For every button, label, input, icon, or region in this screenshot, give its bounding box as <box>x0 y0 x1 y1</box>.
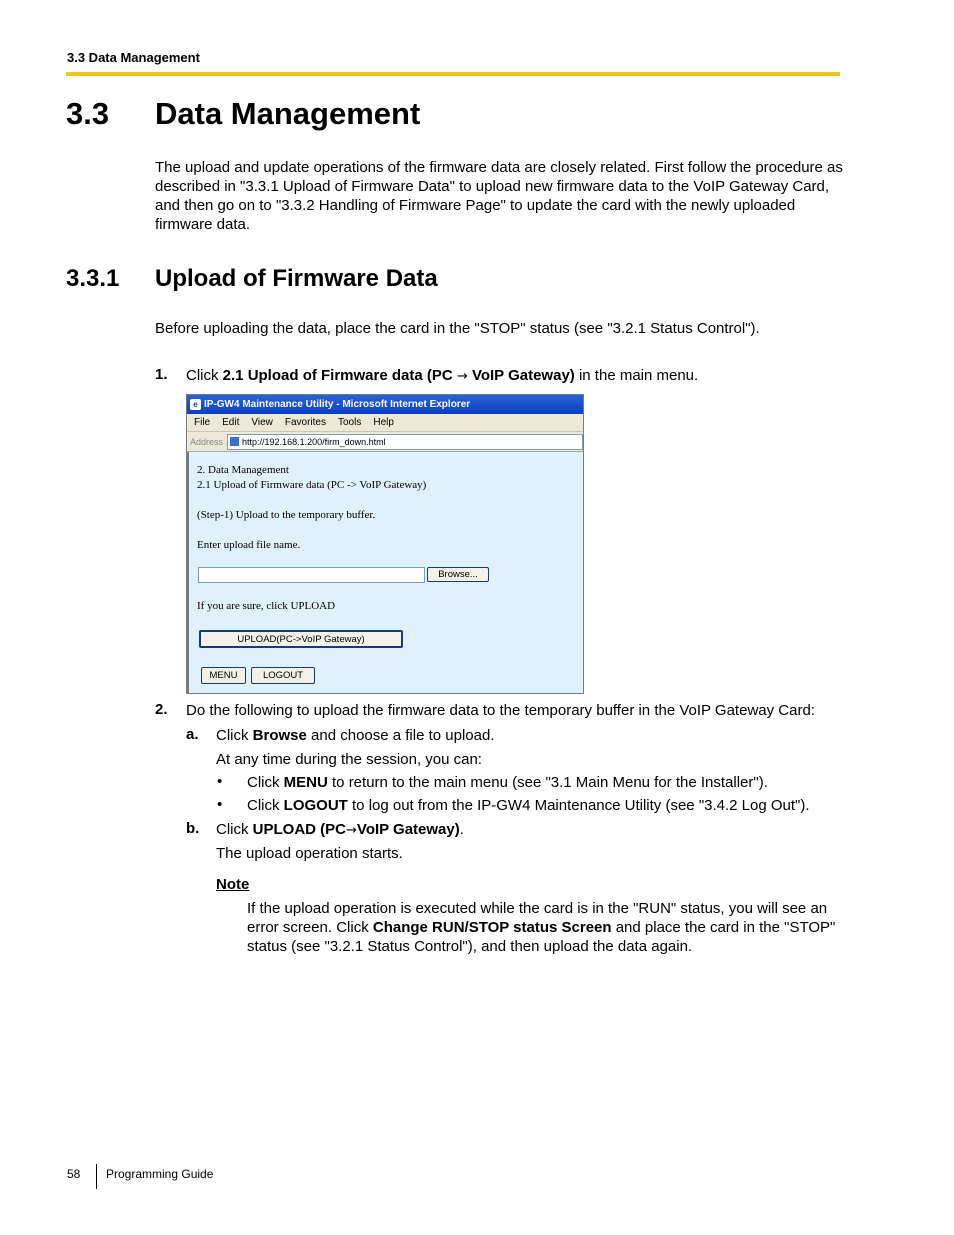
section-heading <box>66 96 420 132</box>
before-paragraph: Before uploading the data, place the card in the "STOP" status (see "3.2.1 Status Control"). <box>155 320 760 337</box>
step-1-bold1: 2.1 Upload of Firmware data (PC <box>222 367 457 384</box>
note-label: Note <box>216 876 250 893</box>
bullet-1-bold: MENU <box>283 774 328 791</box>
note-bold: Change RUN/STOP status Screen <box>372 919 612 936</box>
bullet-2-bold: LOGOUT <box>283 797 348 814</box>
section-number: 3.3 <box>66 96 110 131</box>
menu-help[interactable]: Help <box>373 417 394 428</box>
step-1-post: in the main menu. <box>574 367 699 384</box>
footer-divider <box>96 1164 97 1189</box>
bullet-1-text <box>247 773 847 792</box>
footer-title: Programming Guide <box>106 1167 214 1181</box>
menu-button[interactable]: MENU <box>201 667 246 684</box>
subsection-title: Upload of Firmware Data <box>155 265 438 292</box>
subsection-heading <box>66 265 438 293</box>
step-1-text <box>186 366 846 386</box>
browser-page <box>187 452 584 694</box>
step-2a-bold: Browse <box>252 727 307 744</box>
step-2b-post: . <box>459 821 464 838</box>
note-post: and place the card in the "STOP" status (see "3.2.1 Status Control"), and then upload the data again. <box>247 919 836 955</box>
intro-paragraph: The upload and update operations of the firmware data are closely related. First follow the procedure as described in "3.3.1 Upload of Firmware Data" to upload new firmware data to the VoIP Gateway Card, and then go on to "3.3.2 Handling of Firmware Page" to update the card with the newly uploaded firmware data. <box>155 159 843 233</box>
note-pre: If the upload operation is executed while the card is in the "RUN" status, you will see an error screen. Click <box>247 900 828 936</box>
subsection-number: 3.3.1 <box>66 265 120 292</box>
step-2b-text <box>216 820 836 840</box>
anytime-text: At any time during the session, you can: <box>216 751 482 768</box>
upload-starts-text: The upload operation starts. <box>216 845 403 862</box>
address-field[interactable] <box>227 434 583 450</box>
page-line-5: If you are sure, click UPLOAD <box>197 600 336 612</box>
bullet-icon: • <box>217 796 223 813</box>
bullet-2-post: to log out from the IP-GW4 Maintenance Utility (see "3.4.2 Log Out"). <box>347 797 810 814</box>
step-1-number: 1. <box>155 366 168 383</box>
page-line-4: Enter upload file name. <box>197 539 301 551</box>
step-2a-text <box>216 726 836 745</box>
browser-title-bar <box>187 395 583 414</box>
browser-screenshot <box>186 394 584 694</box>
step-2b-bold1: UPLOAD (PC <box>252 821 347 838</box>
browser-title: IP-GW4 Maintenance Utility - Microsoft Internet Explorer <box>204 399 471 410</box>
bullet-1-pre: Click <box>247 774 284 791</box>
step-2a-pre: Click <box>216 727 253 744</box>
step-1-bold2: VoIP Gateway) <box>467 367 575 384</box>
file-input[interactable] <box>198 567 425 583</box>
step-2-number: 2. <box>155 701 168 718</box>
arrow-icon: → <box>346 823 357 838</box>
note-text <box>247 899 842 956</box>
running-head: 3.3 Data Management <box>67 50 200 65</box>
menu-tools[interactable]: Tools <box>337 417 362 428</box>
address-value: http://192.168.1.200/firm_down.html <box>242 436 386 447</box>
header-rule <box>66 72 840 76</box>
menu-edit[interactable]: Edit <box>222 417 240 428</box>
step-2b-pre: Click <box>216 821 253 838</box>
arrow-icon: → <box>456 369 468 384</box>
step-2a-post: and choose a file to upload. <box>306 727 495 744</box>
menu-view[interactable]: View <box>251 417 273 428</box>
bullet-1-post: to return to the main menu (see "3.1 Main Menu for the Installer"). <box>327 774 768 791</box>
menu-favorites[interactable]: Favorites <box>284 417 326 428</box>
page-number: 58 <box>67 1167 81 1181</box>
step-2a-label: a. <box>186 726 199 743</box>
step-2-text: Do the following to upload the firmware data to the temporary buffer in the VoIP Gateway Card: <box>186 702 815 719</box>
step-1-pre: Click <box>186 367 223 384</box>
page-line-3: (Step-1) Upload to the temporary buffer. <box>197 509 376 521</box>
browse-button[interactable]: Browse... <box>427 567 489 582</box>
logout-button[interactable]: LOGOUT <box>251 667 315 684</box>
menu-file[interactable]: File <box>194 417 211 428</box>
page-line-1: 2. Data Management <box>197 464 289 476</box>
section-title: Data Management <box>155 96 421 131</box>
page-icon <box>230 437 239 446</box>
bullet-icon: • <box>217 773 223 790</box>
page-line-2: 2.1 Upload of Firmware data (PC -> VoIP Gateway) <box>197 479 427 491</box>
ie-icon: e <box>190 399 201 410</box>
address-bar <box>187 432 583 452</box>
address-label: Address <box>190 436 224 447</box>
bullet-2-pre: Click <box>247 797 284 814</box>
browser-menu-bar <box>187 414 583 432</box>
step-2b-bold2: VoIP Gateway) <box>356 821 460 838</box>
step-2b-label: b. <box>186 820 200 837</box>
upload-button[interactable]: UPLOAD(PC->VoIP Gateway) <box>199 630 403 648</box>
bullet-2-text <box>247 796 847 815</box>
